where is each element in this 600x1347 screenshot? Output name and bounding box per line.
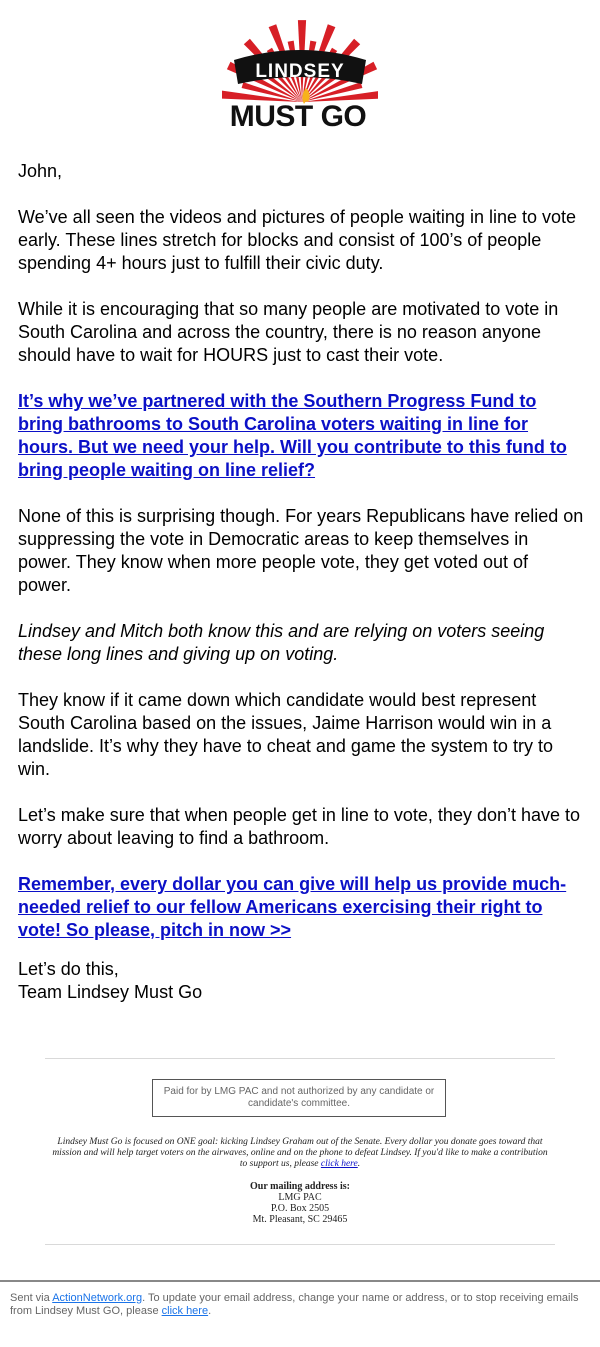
logo-top-text: LINDSEY xyxy=(255,61,345,82)
about-text: Lindsey Must Go is focused on ONE goal: kicking Lindsey Graham out of the Senate. Every dollar you donate goes toward that mission and will help target voters on the airwaves, online and on the phone to defeat Lindsey. If you'd like to make a contribution to support us, please click here. xyxy=(52,1137,548,1169)
paragraph-2: While it is encouraging that so many people are motivated to vote in South Carolina and across the country, there is no reason anyone should have to wait for HOURS just to cast their vote. xyxy=(18,299,559,365)
about-click-here-link[interactable]: click here xyxy=(320,1159,358,1169)
signoff-line-1: Let’s do this, xyxy=(18,959,119,979)
paragraph-4: Lindsey and Mitch both know this and are relying on voters seeing these long lines and giving up on voting. xyxy=(18,621,545,664)
mailing-address xyxy=(150,1181,450,1225)
footer-rule xyxy=(0,1280,600,1282)
salutation: John, xyxy=(18,161,63,181)
paragraph-1: We’ve all seen the videos and pictures of people waiting in line to vote early. These lines stretch for blocks and consist of 100’s of people spending 4+ hours just to fulfill their civic duty. xyxy=(18,207,577,273)
actionnetwork-link[interactable]: ActionNetwork.org xyxy=(52,1292,143,1304)
signoff-line-2: Team Lindsey Must Go xyxy=(18,982,203,1002)
footer-text: Sent via ActionNetwork.org. To update your email address, change your name or address, or to stop receiving emails from Lindsey Must GO, please click here. xyxy=(10,1292,579,1317)
donate-link-2[interactable]: Remember, every dollar you can give will help us provide much-needed relief to our fellow Americans exercising their right to vote! So please, pitch in now >> xyxy=(18,874,567,940)
paragraph-6: Let’s make sure that when people get in line to vote, they don’t have to worry about leaving to find a bathroom. xyxy=(18,805,581,848)
donate-link-1[interactable]: It’s why we’ve partnered with the Southern Progress Fund to bring bathrooms to South Carolina voters waiting in line for hours. But we need your help. Will you contribute to this fund to bring people waiting on line relief? xyxy=(18,391,567,480)
divider-top xyxy=(45,1058,555,1059)
mailing-line-1: LMG PAC xyxy=(278,1192,322,1203)
mailing-heading: Our mailing address is: xyxy=(250,1181,350,1192)
about-description: Lindsey Must Go is focused on ONE goal: kicking Lindsey Graham out of the Senate. Every dollar you donate goes toward that mission and will help target voters on the airwaves, online and on the phone to defeat Lindsey. If you'd like to make a contribution to support us, please xyxy=(52,1137,548,1169)
mailing-line-3: Mt. Pleasant, SC 29465 xyxy=(252,1214,348,1225)
paid-for-disclaimer: Paid for by LMG PAC and not authorized by any candidate or candidate's committee. xyxy=(152,1079,446,1117)
logo-bottom-text: MUST GO xyxy=(229,100,367,132)
mailing-line-2: P.O. Box 2505 xyxy=(270,1203,330,1214)
lindsey-must-go-logo xyxy=(222,10,378,132)
paragraph-3: None of this is surprising though. For years Republicans have relied on suppressing the vote in Democratic areas to keep themselves in power. They know when more people vote, they get voted out of power. xyxy=(18,506,584,595)
paragraph-5: They know if it came down which candidate would best represent South Carolina based on the issues, Jaime Harrison would win in a landslide. It’s why they have to cheat and game the system to try to win. xyxy=(18,690,553,779)
unsubscribe-click-here-link[interactable]: click here xyxy=(161,1305,209,1317)
divider-bottom xyxy=(45,1244,555,1245)
